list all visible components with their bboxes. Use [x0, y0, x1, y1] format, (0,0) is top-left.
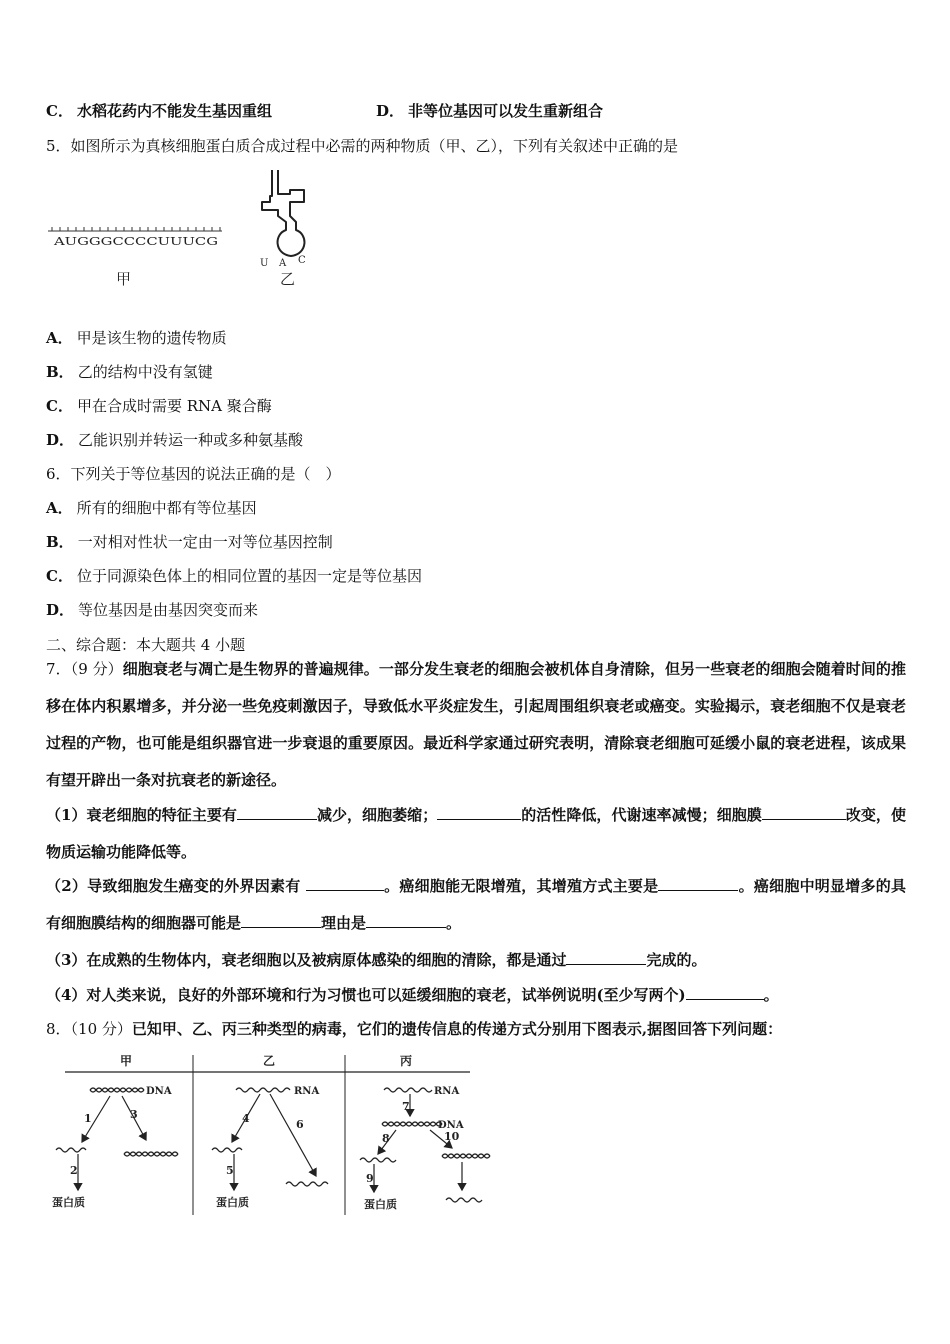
answer-blank[interactable]: [838, 803, 846, 820]
bing-dna-label: DNA: [438, 1120, 464, 1131]
step-3: 3: [130, 1108, 138, 1121]
col-yi: 乙: [263, 1054, 276, 1068]
jia-protein-label: 蛋白质: [52, 1196, 85, 1209]
step-7: 7: [402, 1100, 410, 1113]
answer-blank[interactable]: [237, 803, 317, 820]
answer-blank[interactable]: [306, 874, 384, 891]
answer-blank[interactable]: [241, 911, 321, 928]
q7-part4: （4）对人类来说，良好的外部环境和行为习惯也可以延缓细胞的衰老，试举例说明(至少写两个) 。: [46, 983, 779, 1006]
q7-part1: （1）衰老细胞的特征主要有 减少，细胞萎缩； 的活性降低，代谢速率减慢；细胞膜 改变，使物质运输功能降低等。: [46, 797, 906, 871]
bing-protein-label: 蛋白质: [364, 1198, 397, 1211]
answer-blank[interactable]: [437, 803, 521, 820]
mrna-sequence: AUGGGCCCCUUUCG: [52, 235, 218, 248]
q5-option-b: B． 乙的结构中没有氢键: [46, 363, 213, 381]
q5-figure: [46, 166, 316, 296]
anticodon-c: C: [298, 255, 306, 266]
q8-figure: [50, 1050, 500, 1220]
yi-rna-label: RNA: [294, 1086, 320, 1097]
label-yi: 乙: [280, 270, 296, 288]
answer-blank[interactable]: [658, 874, 738, 891]
yi-protein-label: 蛋白质: [216, 1196, 249, 1209]
step-1: 1: [84, 1112, 92, 1125]
q6-option-d: D． 等位基因是由基因突变而来: [46, 601, 259, 619]
q5-option-a: A． 甲是该生物的遗传物质: [46, 329, 227, 347]
step-2: 2: [70, 1164, 78, 1177]
q5-option-d: D． 乙能识别并转运一种或多种氨基酸: [46, 431, 304, 449]
step-9: 9: [366, 1172, 374, 1185]
section-heading: 二、综合题：本大题共 4 小题: [46, 636, 246, 654]
q8-stem: 8．（10 分）已知甲、乙、丙三种类型的病毒，它们的遗传信息的传递方式分别用下图表示,据图回答下列问题：: [46, 1020, 783, 1038]
label-jia: 甲: [116, 270, 132, 288]
bing-rna-label: RNA: [434, 1086, 460, 1097]
step-4: 4: [242, 1112, 250, 1125]
q4-option-c: C． 水稻花药内不能发生基因重组: [46, 102, 272, 120]
q7-part2: （2）导致细胞发生癌变的外界因素有 。癌细胞能无限增殖，其增殖方式主要是 。癌细胞中明显增多的具有细胞膜结构的细胞器可能是 理由是 。: [46, 868, 906, 942]
step-10: 10: [444, 1130, 460, 1143]
col-jia: 甲: [120, 1054, 133, 1068]
step-6: 6: [296, 1118, 304, 1131]
step-8: 8: [382, 1132, 390, 1145]
q5-stem: 5．如图所示为真核细胞蛋白质合成过程中必需的两种物质（甲、乙），下列有关叙述中正确的是: [46, 137, 679, 155]
q6-option-a: A． 所有的细胞中都有等位基因: [46, 499, 257, 517]
q7-part3: （3）在成熟的生物体内，衰老细胞以及被病原体感染的细胞的清除，都是通过 完成的。: [46, 948, 706, 971]
col-bing: 丙: [400, 1054, 413, 1068]
step-5: 5: [226, 1164, 234, 1177]
q6-stem: 6．下列关于等位基因的说法正确的是（ ）: [46, 465, 341, 483]
q7-intro: 7．（9 分）细胞衰老与凋亡是生物界的普遍规律。一部分发生衰老的细胞会被机体自身清除，但另一些衰老的细胞会随着时间的推移在体内积累增多，并分泌一些免疫刺激因子，导致低水平炎症发生，引起周围组织衰老或癌变。实验揭示，衰老细胞不仅是衰老过程的产物，也可能是组织器官进一步衰退的重要原因。最近科学家通过研究表明，清除衰老细胞可延缓小鼠的衰老进程，该成果有望开辟出一条对抗衰老的新途径。: [46, 660, 906, 789]
answer-blank[interactable]: [762, 803, 838, 820]
jia-dna-label: DNA: [146, 1086, 172, 1097]
answer-blank[interactable]: [366, 911, 446, 928]
answer-blank[interactable]: [686, 983, 764, 1000]
answer-blank[interactable]: [566, 948, 646, 965]
anticodon-a: A: [279, 258, 287, 269]
q5-option-c: C． 甲在合成时需要 RNA 聚合酶: [46, 397, 272, 415]
anticodon-u: U: [260, 258, 269, 269]
q6-option-c: C． 位于同源染色体上的相同位置的基因一定是等位基因: [46, 567, 422, 585]
q6-option-b: B． 一对相对性状一定由一对等位基因控制: [46, 533, 333, 551]
trna-shape: [262, 170, 304, 256]
q4-option-d: D． 非等位基因可以发生重新组合: [376, 102, 604, 120]
